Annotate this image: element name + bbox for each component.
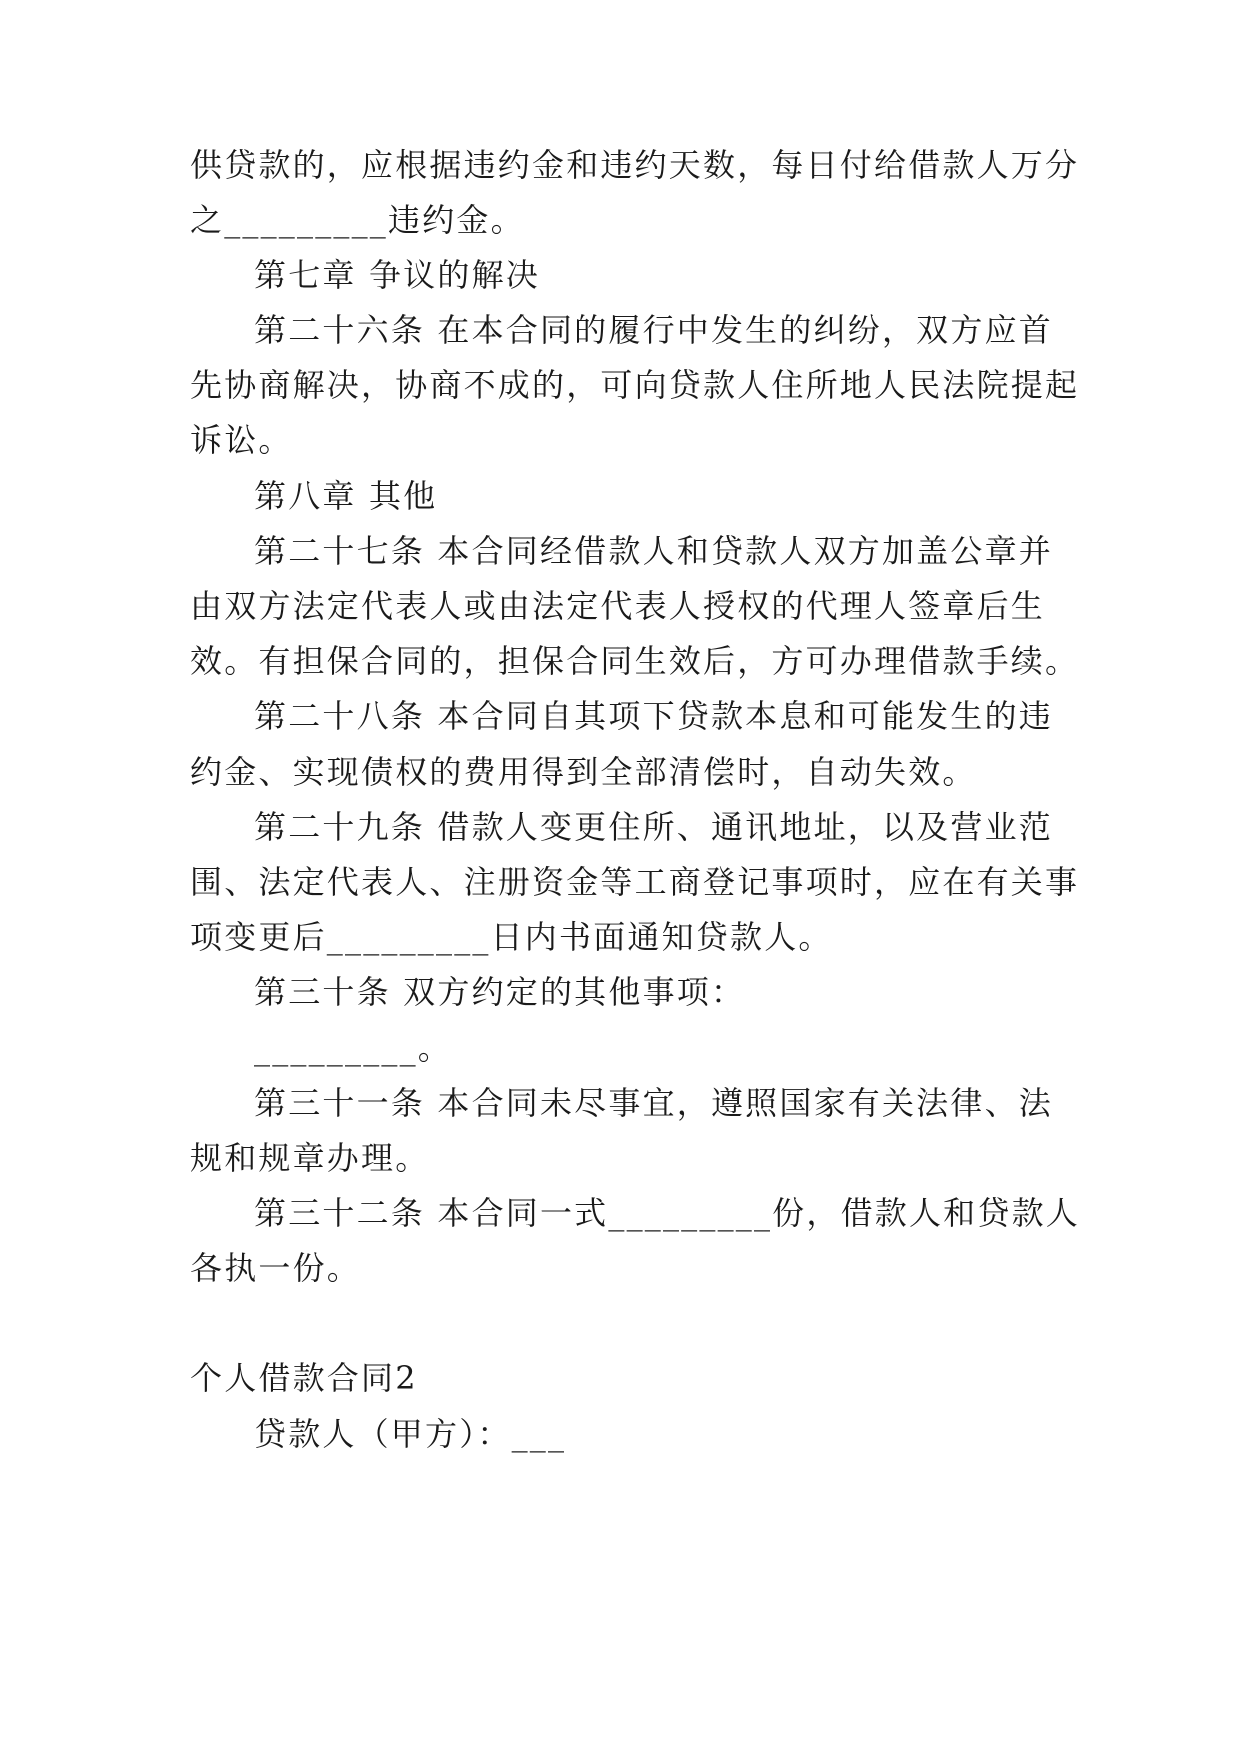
text-line: 约金、实现债权的费用得到全部清偿时，自动失效。 [190,753,977,791]
section-title: 个人借款合同2 [190,1359,418,1397]
article-line: 第三十二条 本合同一式_________份，借款人和贷款人 [254,1194,1080,1232]
article-line: 第二十九条 借款人变更住所、通讯地址，以及营业范 [254,808,1053,846]
article-line: 第二十六条 在本合同的履行中发生的纠纷，双方应首 [254,311,1053,349]
text-line: 之_________违约金。 [190,201,525,239]
text-line: 围、法定代表人、注册资金等工商登记事项时，应在有关事 [190,863,1080,901]
text-line: 各执一份。 [190,1249,362,1287]
text-line: 效。有担保合同的，担保合同生效后，方可办理借款手续。 [190,642,1080,680]
article-line: 第三十一条 本合同未尽事宜，遵照国家有关法律、法 [254,1084,1053,1122]
chapter-heading: 第八章 其他 [254,477,438,515]
text-line: 供贷款的，应根据违约金和违约天数，每日付给借款人万分 [190,146,1080,184]
article-line: 第二十七条 本合同经借款人和贷款人双方加盖公章并 [254,532,1053,570]
text-line: 诉讼。 [190,421,293,459]
text-line: 规和规章办理。 [190,1139,430,1177]
article-line: 第三十条 双方约定的其他事项： [254,973,746,1011]
text-line: 先协商解决，协商不成的，可向贷款人住所地人民法院提起 [190,366,1080,404]
chapter-heading: 第七章 争议的解决 [254,256,540,294]
article-line: 第二十八条 本合同自其项下贷款本息和可能发生的违 [254,697,1053,735]
text-line: 由双方法定代表人或由法定代表人授权的代理人签章后生 [190,587,1046,625]
party-line: 贷款人（甲方）：___ [254,1415,567,1453]
blank-line: _________。 [254,1029,453,1067]
text-line: 项变更后_________日内书面通知贷款人。 [190,918,833,956]
